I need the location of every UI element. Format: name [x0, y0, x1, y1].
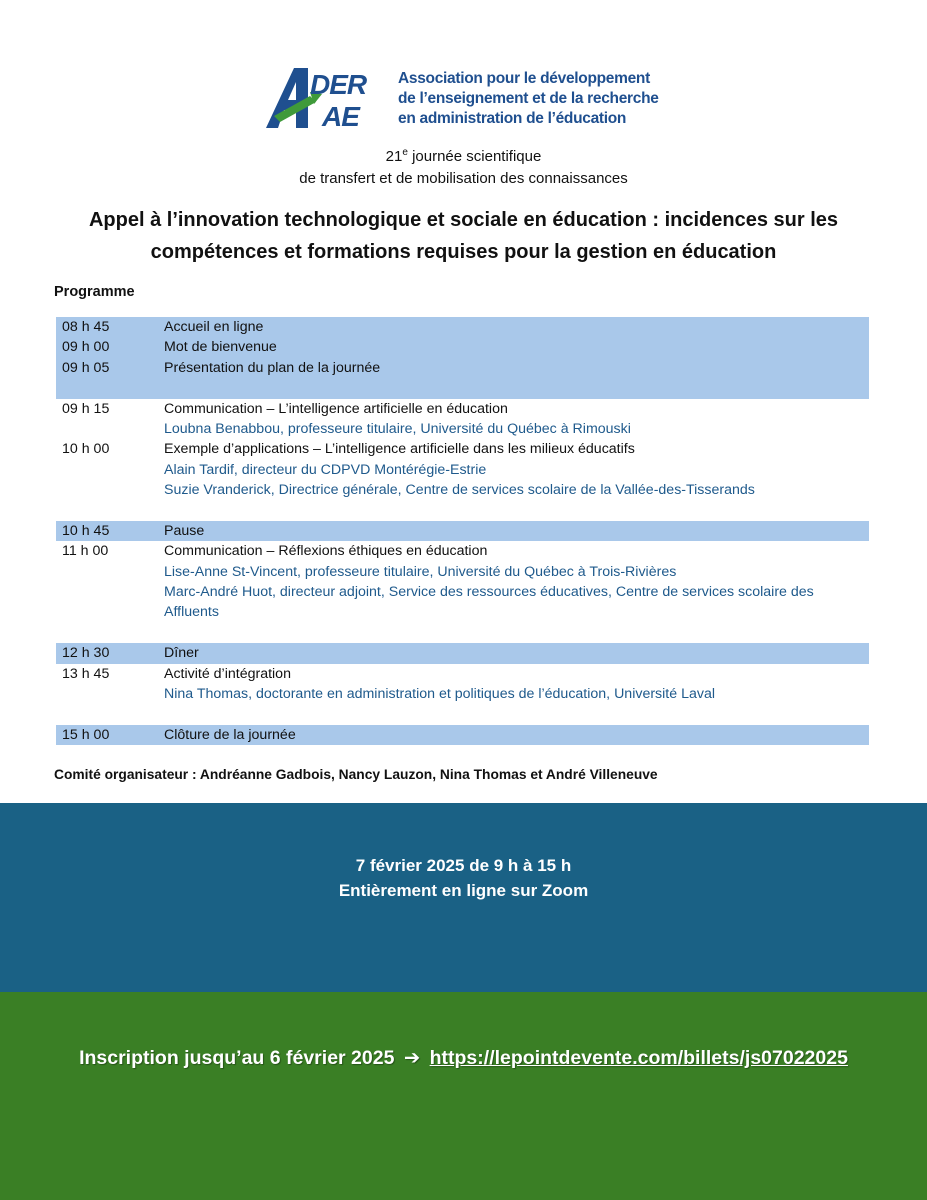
event-date: 7 février 2025 de 9 h à 15 h: [355, 856, 572, 875]
schedule-time: [56, 460, 164, 480]
schedule-row: [56, 358, 869, 378]
association-line: Association pour le développement: [398, 70, 650, 87]
speaker-row: [56, 460, 869, 480]
registration-link[interactable]: https://lepointdevente.com/billets/js07022025: [429, 1047, 848, 1069]
registration-band: [0, 992, 927, 1200]
speaker-row: [56, 480, 869, 500]
schedule-activity: Activité d’intégration: [164, 665, 291, 682]
edition-suffix: e: [402, 147, 408, 158]
title-line: Appel à l’innovation technologique et sociale en éducation : incidences sur les: [88, 209, 839, 231]
schedule-time: 09 h 15: [62, 400, 110, 417]
schedule-activity: Exemple d’applications – L’intelligence artificielle dans les milieux éducatifs: [164, 441, 635, 458]
event-subtitle: [0, 146, 927, 190]
schedule-block: [56, 541, 869, 643]
schedule-block: [56, 399, 869, 521]
ader-ae-logo: [264, 66, 384, 130]
schedule-time: [56, 419, 164, 439]
schedule-time: [56, 602, 164, 622]
schedule-activity: Accueil en ligne: [164, 319, 264, 335]
schedule-block: [56, 664, 869, 725]
speaker-name: Marc-André Huot, directeur adjoint, Service des ressources éducatives, Centre de services scolaire des: [164, 584, 814, 601]
schedule-row: [56, 541, 869, 561]
schedule-time: 15 h 00: [62, 726, 110, 743]
schedule-activity: Pause: [164, 522, 205, 539]
speaker-name: Lise-Anne St-Vincent, professeure titulaire, Université du Québec à Trois-Rivières: [164, 563, 677, 580]
speaker-name: Alain Tardif, directeur du CDPVD Montérégie-Estrie: [164, 461, 487, 478]
schedule-activity: Dîner: [164, 645, 199, 662]
programme-heading: Programme: [54, 284, 135, 300]
schedule-row: [56, 439, 869, 459]
schedule-time: [56, 684, 164, 704]
schedule-activity: Communication – L’intelligence artificielle en éducation: [164, 400, 508, 417]
page-title: [40, 204, 887, 268]
schedule-block: [56, 725, 869, 745]
schedule-time: [56, 562, 164, 582]
schedule-row: [56, 725, 869, 745]
speaker-row: [56, 562, 869, 582]
schedule-row: [56, 664, 869, 684]
schedule-activity: Clôture de la journée: [164, 726, 296, 743]
schedule-time: 08 h 45: [62, 319, 110, 335]
schedule-row: [56, 643, 869, 663]
schedule-block: [56, 317, 869, 399]
schedule-row: [56, 317, 869, 337]
svg-text:DER: DER: [310, 69, 367, 100]
title-line: compétences et formations requises pour la gestion en éducation: [150, 241, 777, 263]
edition-number: 21: [385, 148, 403, 165]
schedule-row: [56, 337, 869, 357]
schedule-block: [56, 521, 869, 541]
speaker-row: [56, 582, 869, 602]
speaker-row: [56, 602, 869, 622]
spacer: [56, 501, 869, 521]
speaker-name: Loubna Benabbou, professeure titulaire, Université du Québec à Rimouski: [164, 420, 631, 437]
association-line: de l’enseignement et de la recherche: [398, 90, 659, 107]
event-type: de transfert et de mobilisation des connaissances: [299, 170, 628, 187]
spacer: [56, 623, 869, 643]
schedule-time: 09 h 05: [62, 359, 110, 376]
event-info-band: [0, 803, 927, 992]
organizing-committee: Comité organisateur : Andréanne Gadbois, Nancy Lauzon, Nina Thomas et André Villeneuve: [54, 767, 658, 782]
schedule-time: [56, 582, 164, 602]
edition-label: journée scientifique: [407, 148, 542, 165]
event-location: Entièrement en ligne sur Zoom: [338, 881, 589, 900]
schedule-block: [56, 643, 869, 663]
schedule-time: 11 h 00: [62, 543, 109, 560]
schedule-table: [56, 317, 869, 745]
speaker-row: [56, 684, 869, 704]
schedule-time: [56, 480, 164, 500]
registration-text: Inscription jusqu’au 6 février 2025: [79, 1047, 395, 1069]
schedule-time: 13 h 45: [62, 665, 110, 682]
schedule-time: 09 h 00: [62, 339, 110, 356]
speaker-name: Nina Thomas, doctorante en administration et politiques de l’éducation, Université Laval: [164, 686, 715, 703]
arrow-right-icon: ➔: [403, 1047, 421, 1069]
schedule-row: [56, 399, 869, 419]
schedule-row: [56, 521, 869, 541]
header: [264, 66, 684, 132]
speaker-name: Affluents: [164, 604, 219, 621]
spacer: [56, 704, 869, 724]
association-name: [398, 69, 659, 129]
speaker-name: Suzie Vranderick, Directrice générale, Centre de services scolaire de la Vallée-des-Tisserands: [164, 482, 755, 499]
schedule-time: 10 h 45: [62, 522, 110, 539]
speaker-row: [56, 419, 869, 439]
association-line: en administration de l’éducation: [398, 110, 627, 127]
schedule-activity: Communication – Réflexions éthiques en éducation: [164, 543, 488, 560]
svg-text:AE: AE: [322, 101, 359, 130]
schedule-time: 10 h 00: [62, 441, 110, 458]
schedule-time: 12 h 30: [62, 645, 110, 662]
schedule-activity: Mot de bienvenue: [164, 339, 277, 356]
spacer: [56, 378, 869, 398]
schedule-activity: Présentation du plan de la journée: [164, 359, 381, 376]
